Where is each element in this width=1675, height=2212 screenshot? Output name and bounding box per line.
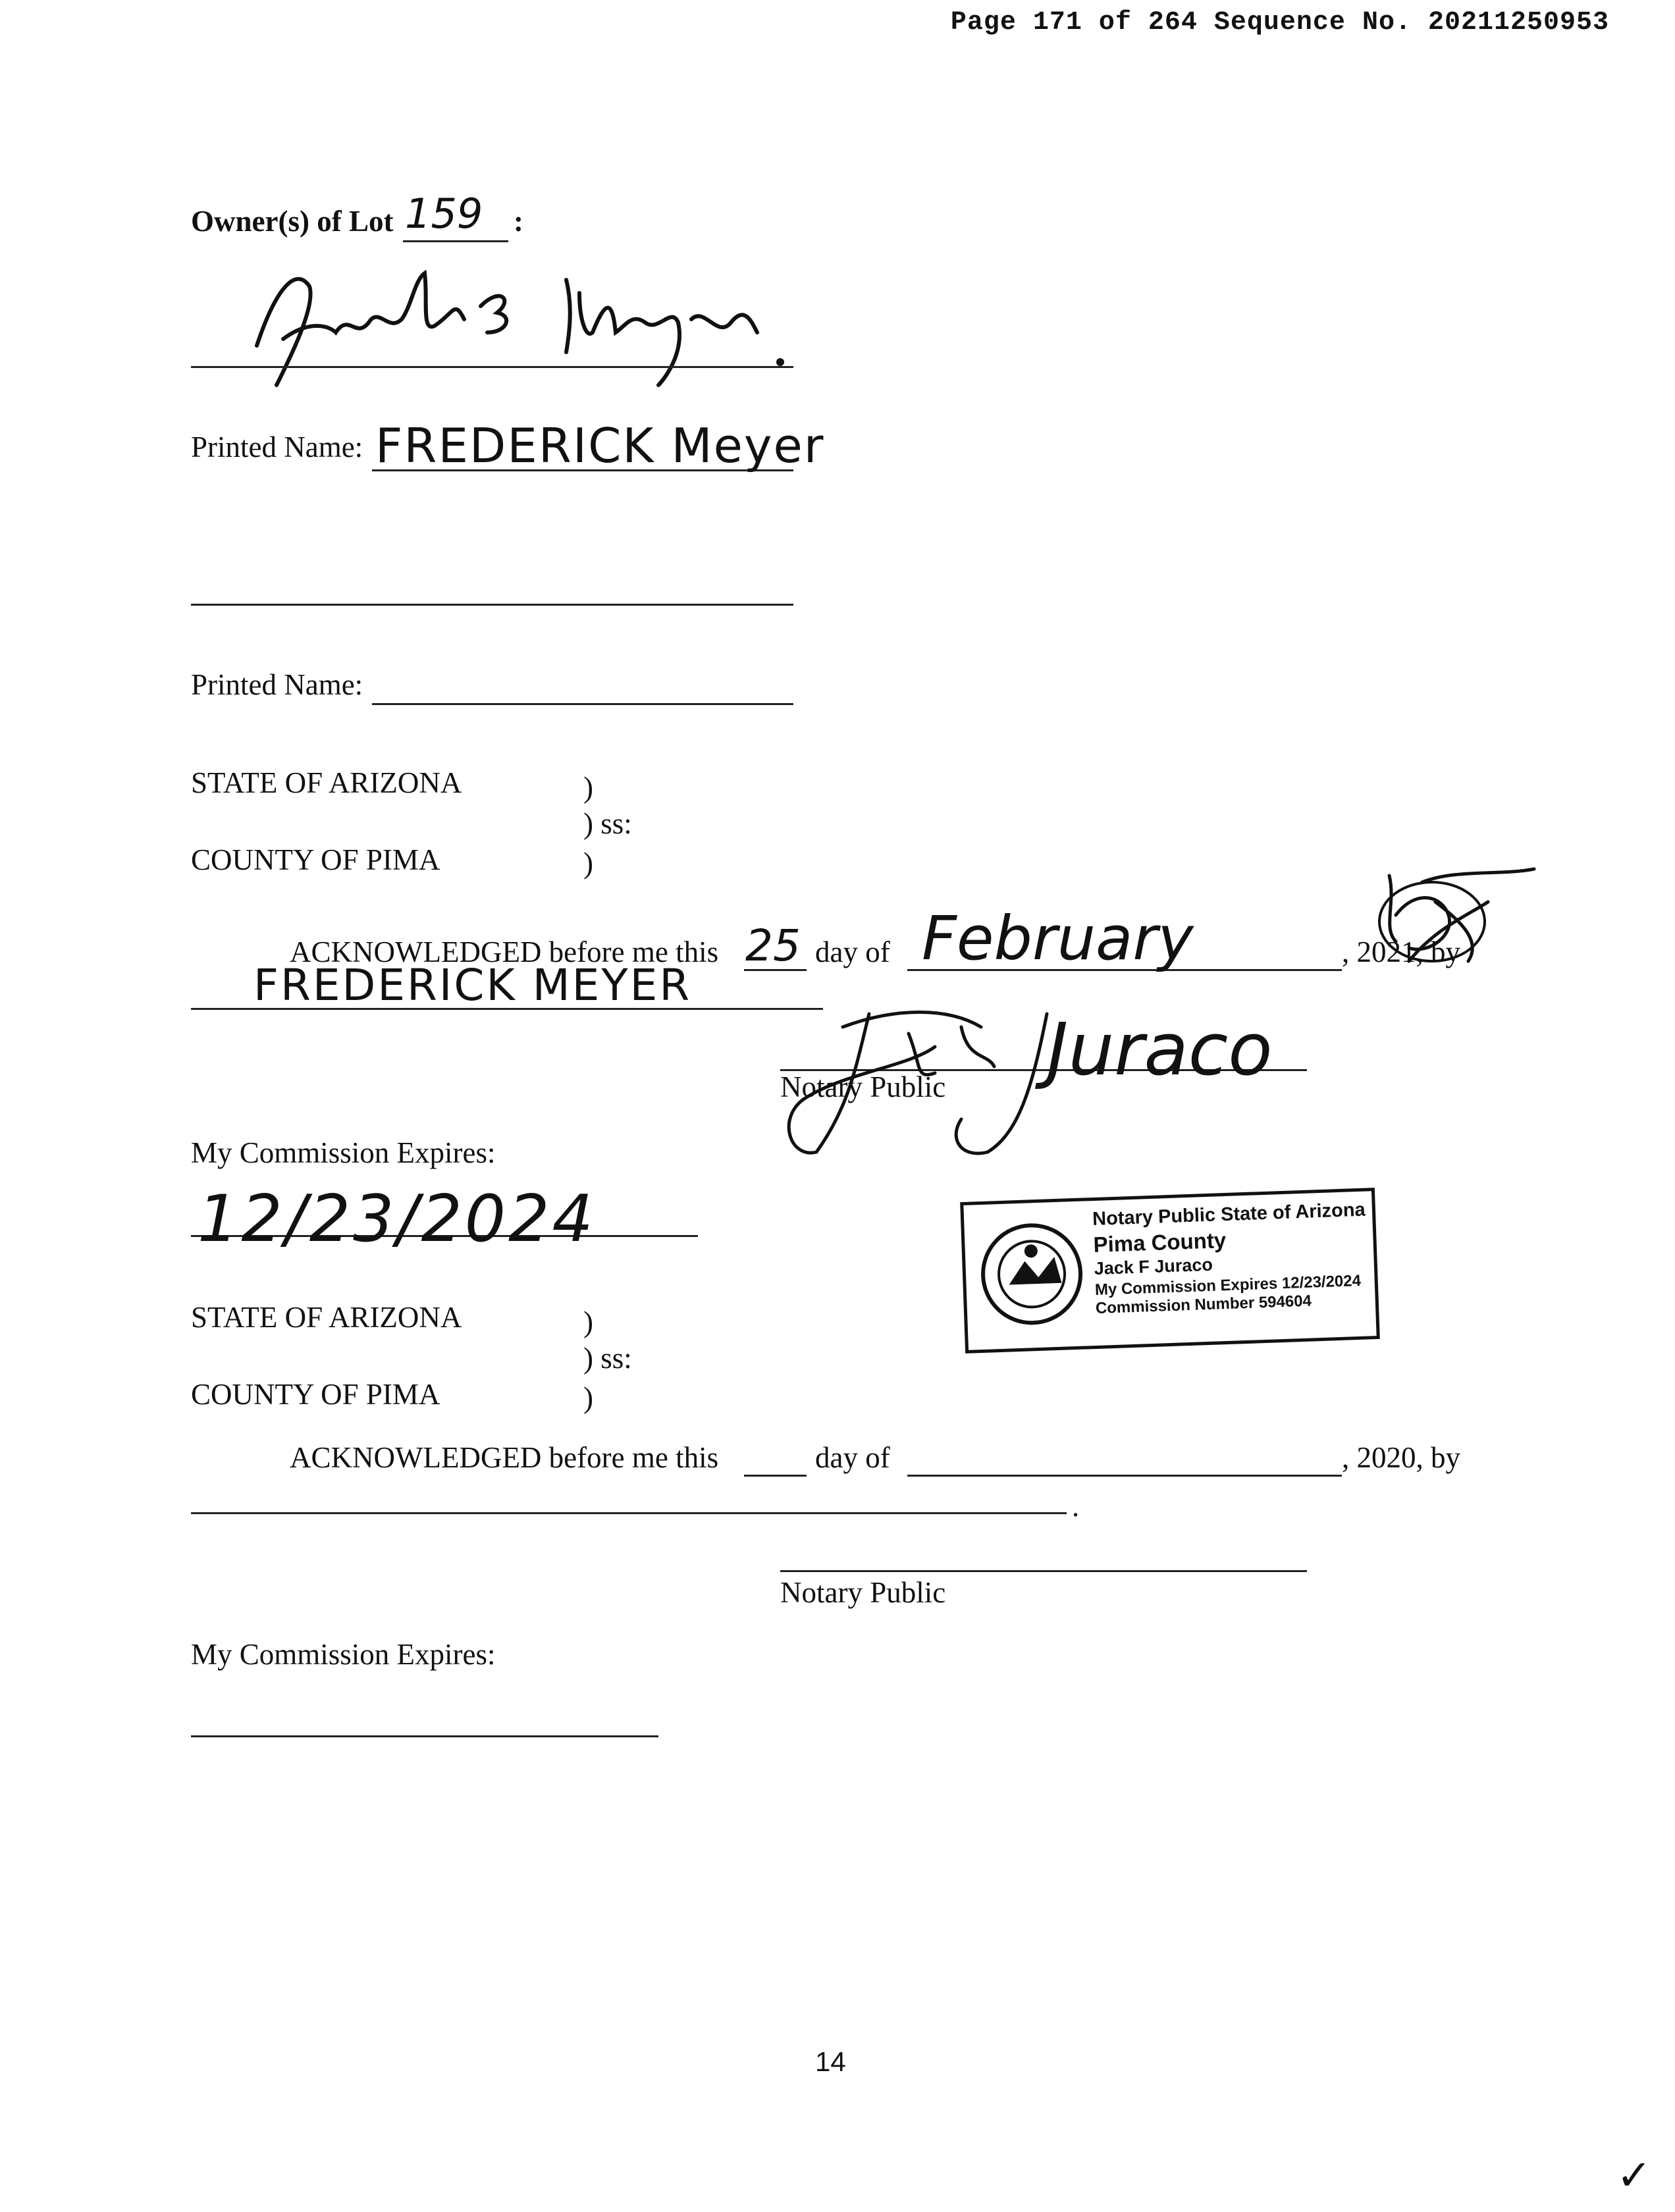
lot-number-line (403, 240, 508, 242)
ack1-day-value: 25 (745, 920, 801, 971)
ack1-day-of: day of (815, 935, 890, 968)
ack2-notary-line (780, 1570, 1307, 1572)
initials-mark (1369, 862, 1541, 981)
ack2-period: . (1072, 1490, 1080, 1523)
ack1-commission-label: My Commission Expires: (191, 1136, 496, 1169)
owner-signature (237, 260, 803, 392)
venue2-paren-1: ) (583, 1305, 593, 1338)
ack1-notary-label: Notary Public (780, 1070, 946, 1103)
stamp-line-4: My Commission Expires 12/23/2024 (1094, 1271, 1362, 1299)
ack1-year: , 2021, by (1342, 935, 1460, 968)
ack1-name-value: FREDERICK MEYER (253, 960, 692, 1011)
ack2-lead: ACKNOWLEDGED before me this (290, 1441, 719, 1474)
owner-lot-label (191, 204, 393, 238)
page-number: 14 (815, 2046, 846, 2077)
venue1-county: COUNTY OF PIMA (191, 843, 440, 876)
ack2-notary-label: Notary Public (780, 1576, 946, 1609)
owner-signature-line (191, 366, 793, 368)
printed-name-line-2 (372, 703, 793, 705)
venue2-ss: ) ss: (583, 1342, 632, 1375)
ack2-commission-label: My Commission Expires: (191, 1638, 496, 1671)
ack1-commission-value: 12/23/2024 (198, 1182, 596, 1257)
printed-name-label-2: Printed Name: (191, 668, 363, 701)
ack1-month-value: February (922, 903, 1194, 974)
venue1-ss: ) ss: (583, 807, 632, 840)
venue1-paren-1: ) (583, 771, 593, 804)
printed-name-label-1: Printed Name: (191, 431, 363, 463)
venue2-paren-3: ) (583, 1381, 593, 1414)
printed-name-value-1: FREDERICK Meyer (375, 418, 825, 473)
ack1-lead: ACKNOWLEDGED before me this (290, 935, 719, 968)
stamp-line-3: Jack F Juraco (1094, 1254, 1213, 1279)
notary-stamp (960, 1188, 1380, 1354)
page-header: Page 171 of 264 Sequence No. 20211250953 (950, 8, 1609, 38)
second-signature-line (191, 604, 793, 606)
arizona-seal-icon (977, 1220, 1086, 1329)
owner-lot-colon: : (514, 205, 523, 238)
stamp-line-1: Notary Public State of Arizona (1092, 1199, 1366, 1230)
venue2-county: COUNTY OF PIMA (191, 1378, 440, 1411)
checkmark-icon: ✓ (1616, 2151, 1652, 2200)
ack2-day-of: day of (815, 1441, 890, 1474)
venue1-paren-3: ) (583, 847, 593, 880)
lot-number-handwritten: 159 (405, 190, 483, 238)
notary-signature-text: Juraco (1047, 1007, 1273, 1092)
ack2-name-line (191, 1512, 1067, 1514)
venue1-state: STATE OF ARIZONA (191, 766, 462, 799)
ack2-month-line (907, 1475, 1342, 1477)
owner-label-text: Owner(s) of Lot (191, 205, 394, 238)
venue2-state: STATE OF ARIZONA (191, 1301, 462, 1334)
ack2-day-line (744, 1475, 807, 1477)
ack2-commission-line (191, 1735, 658, 1737)
stamp-line-2: Pima County (1092, 1228, 1227, 1257)
ack2-year: , 2020, by (1342, 1441, 1460, 1474)
stamp-line-5: Commission Number 594604 (1095, 1292, 1312, 1317)
